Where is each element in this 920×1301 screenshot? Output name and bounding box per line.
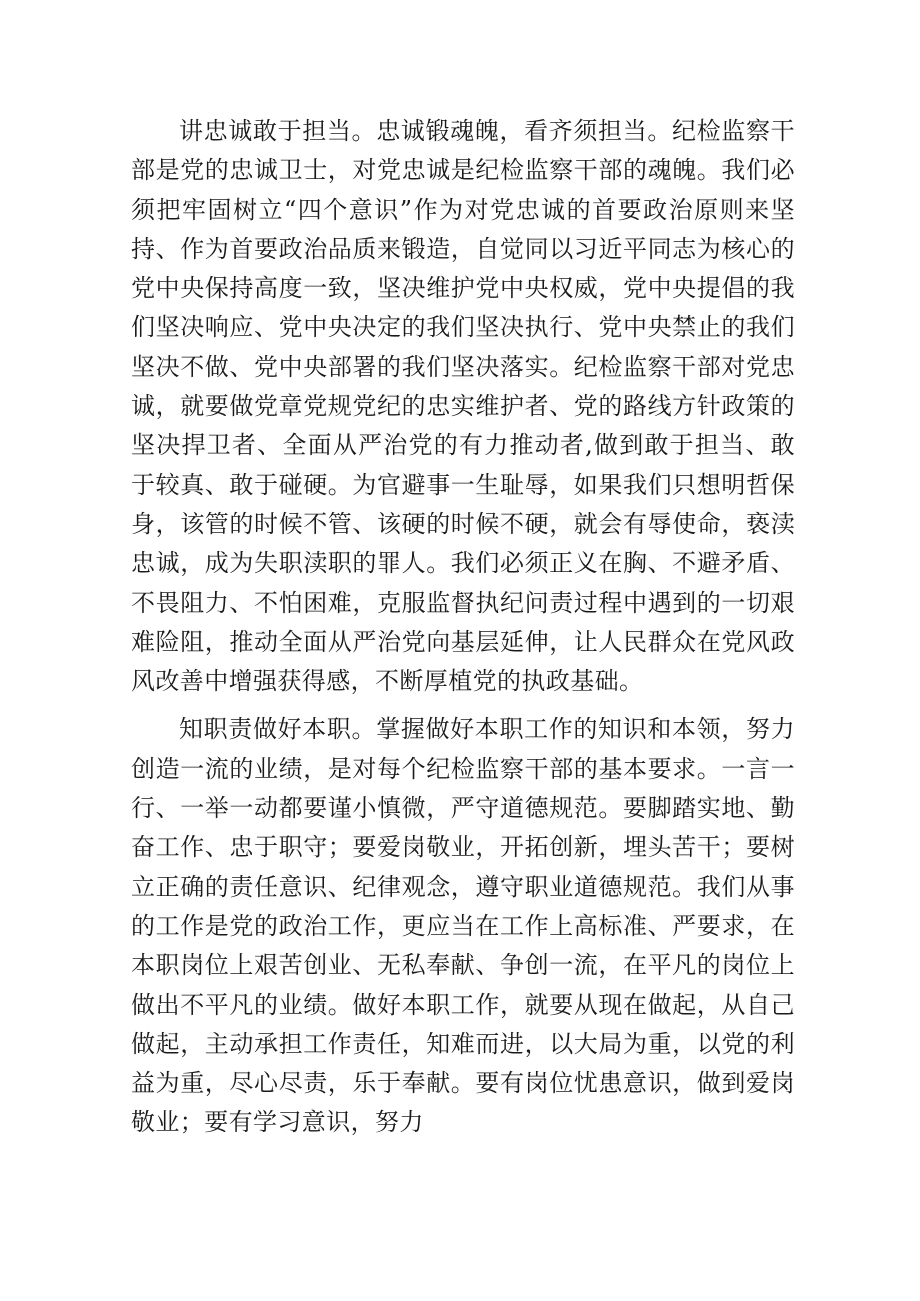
paragraph-duty: 知职责做好本职。掌握做好本职工作的知识和本领，努力创造一流的业绩，是对每个纪检监察干部的基本要求。一言一行、一举一动都要谨小慎微，严守道德规范。要脚踏实地、勤奋工作、忠于职守；要爱岗敬业，开拓创新，埋头苦干；要树立正确的责任意识、纪律观念，遵守职业道德规范。我们从事的工作是党的政治工作，更应当在工作上高标准、严要求，在本职岗位上艰苦创业、无私奉献、争创一流，在平凡的岗位上做出不平凡的业绩。做好本职工作，就要从现在做起，从自己做起，主动承担工作责任，知难而进，以大局为重，以党的利益为重，尽心尽责，乐于奉献。要有岗位忧患意识，做到爱岗敬业；要有学习意识，努力 [131,715,795,1137]
paragraph-loyalty: 讲忠诚敢于担当。忠诚锻魂魄，看齐须担当。纪检监察干部是党的忠诚卫士，对党忠诚是纪检监察干部的魂魄。我们必须把牢固树立“四个意识”作为对党忠诚的首要政治原则来坚持、作为首要政治品质来锻造，自觉同以习近平同志为核心的党中央保持高度一致，坚决维护党中央权威，党中央提倡的我们坚决响应、党中央决定的我们坚决执行、党中央禁止的我们坚决不做、党中央部署的我们坚决落实。纪检监察干部对党忠诚，就要做党章党规党纪的忠实维护者、党的路线方针政策的坚决捍卫者、全面从严治党的有力推动者,做到敢于担当、敢于较真、敢于碰硬。为官避事一生耻辱，如果我们只想明哲保身，该管的时候不管、该硬的时候不硬，就会有辱使命，亵渎忠诚，成为失职渎职的罪人。我们必须正义在胸、不避矛盾、不畏阻力、不怕困难，克服监督执纪问责过程中遇到的一切艰难险阻，推动全面从严治党向基层延伸，让人民群众在党风政风改善中增强获得感，不断厚植党的执政基础。 [131,117,795,696]
document-body [131,112,795,1143]
